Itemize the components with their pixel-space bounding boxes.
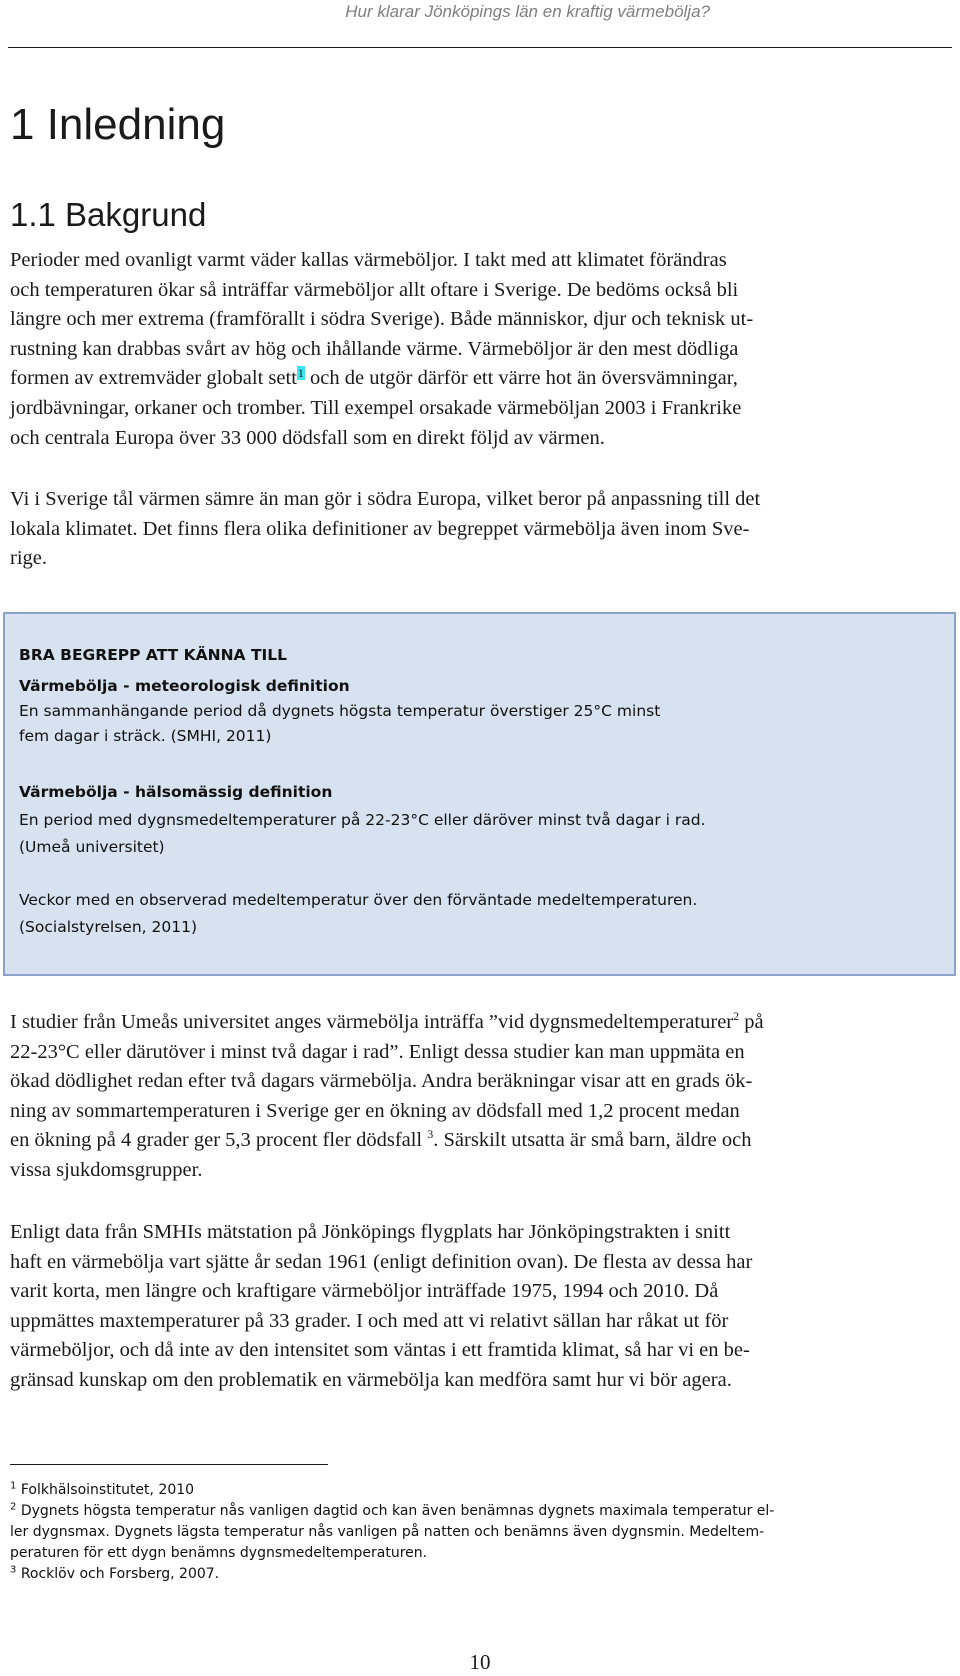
definition-text: (Umeå universitet) [19,838,165,856]
text-line: Enligt data från SMHIs mätstation på Jönköpings flygplats har Jönköpingstrakten i snitt [10,1221,731,1243]
text-fragment: och de utgör därför ett värre hot än översvämningar, [304,367,738,390]
text-line: gränsad kunskap om den problematik en värmebölja kan medföra samt hur vi bör agera. [10,1368,732,1391]
text-line [10,364,940,394]
text-line: ökad dödlighet redan efter två dagars värmebölja. Andra beräkningar visar att en grads ök- [10,1070,753,1093]
text-line: haft en värmebölja vart sjätte år sedan 1961 (enligt definition ovan). De flesta av dessa har [10,1250,753,1273]
definition-heading-meteorological: Värmebölja - meteorologisk definition [19,677,350,695]
text-line: jordbävningar, orkaner och tromber. Till exempel orsakade värmeböljan 2003 i Frankrike [10,396,742,419]
definition-text: (Socialstyrelsen, 2011) [19,918,197,936]
text-line: uppmättes maxtemperaturer på 33 grader. I och med att vi relativt sällan har råkat ut för [10,1309,729,1332]
footnote-number: 2 [10,1501,17,1513]
text-fragment: . Särskilt utsatta är små barn, äldre och [433,1129,752,1152]
footnote-1 [10,1480,950,1501]
definition-text: En sammanhängande period då dygnets högsta temperatur överstiger 25°C minst [19,702,661,720]
text-line: varit korta, men längre och kraftigare värmeböljor inträffade 1975, 1994 och 2010. Då [10,1280,719,1303]
page-number: 10 [469,1650,491,1674]
definition-text: En period med dygnsmedeltemperaturer på 22-23°C eller däröver minst två dagar i rad. [19,811,706,829]
footnote-number: 1 [10,1480,17,1492]
definitions-info-box [3,612,956,976]
text-line: och temperaturen ökar så inträffar värmeböljor allt oftare i Sverige. De bedöms också bli [10,278,739,301]
paragraph-background [10,246,940,453]
footnote-2-continued: ler dygnsmax. Dygnets lägsta temperatur nås vanligen på natten och benämns även dygnsmin. Medeltem- [10,1524,765,1540]
text-line: Perioder med ovanligt varmt väder kallas värmeböljor. I takt med att klimatet förändras [10,249,727,271]
text-line: och centrala Europa över 33 000 dödsfall som en direkt följd av värmen. [10,426,605,449]
paragraph-climate-adaptation [10,485,940,574]
text-line: ning av sommartemperaturen i Sverige ger en ökning av dödsfall med 1,2 procent medan [10,1099,740,1122]
header-rule [8,47,952,48]
paragraph-smhi-data [10,1218,940,1396]
page-header [0,0,960,60]
text-line: rustning kan drabbas svårt av hög och ihållande värme. Värmeböljor är den mest dödliga [10,337,739,360]
text-line [10,1008,940,1038]
text-line: rige. [10,547,47,570]
text-fragment: på [739,1011,764,1033]
text-line: vissa sjukdomsgrupper. [10,1158,203,1181]
definition-text: fem dagar i sträck. (SMHI, 2011) [19,727,272,745]
text-line: Vi i Sverige tål värmen sämre än man gör i södra Europa, vilket beror på anpassning till det [10,488,761,510]
text-fragment: I studier från Umeås universitet anges värmebölja inträffa ”vid dygnsmedeltemperaturer [10,1011,734,1033]
footnote-3 [10,1564,950,1585]
section-heading: 1.1 Bakgrund [10,196,207,233]
footnote-2 [10,1501,950,1522]
text-fragment: formen av extremväder globalt sett [10,367,297,390]
definition-text: Veckor med en observerad medeltemperatur över den förväntade medeltemperaturen. [19,891,698,909]
definition-heading-health: Värmebölja - hälsomässig definition [19,783,333,801]
text-line: 22-23°C eller därutöver i minst två dagar i rad”. Enligt dessa studier kan man uppmäta en [10,1040,745,1063]
footnote-text: Dygnets högsta temperatur nås vanligen dagtid och kan även benämnas dygnets maximala temperatur el- [16,1503,775,1519]
footnote-ref-3[interactable]: 3 [427,1127,434,1142]
text-line: värmeböljor, och då inte av den intensitet som väntas i ett framtida klimat, så har vi en be- [10,1339,750,1362]
footnote-number: 3 [10,1564,17,1576]
text-fragment: en ökning på 4 grader ger 5,3 procent fler dödsfall [10,1129,428,1152]
footnote-text: Rocklöv och Forsberg, 2007. [16,1566,220,1582]
footnote-2-continued: peraturen för ett dygn benämns dygnsmedeltemperaturen. [10,1545,428,1561]
running-header-title: Hur klarar Jönköpings län en kraftig värmebölja? [345,2,710,21]
footnote-ref-2[interactable]: 2 [733,1009,740,1024]
footnotes [10,1480,950,1585]
footnote-text: Folkhälsoinstitutet, 2010 [16,1482,195,1498]
info-box-title: BRA BEGREPP ATT KÄNNA TILL [19,646,288,664]
paragraph-umea-studies [10,1008,940,1186]
text-line [10,1126,940,1156]
text-line: längre och mer extrema (framförallt i södra Sverige). Både människor, djur och teknisk ut- [10,308,754,331]
footnote-ref-1[interactable]: 1 [297,365,304,380]
chapter-heading: 1 Inledning [10,100,226,149]
text-line: lokala klimatet. Det finns flera olika definitioner av begreppet värmebölja även inom Sve- [10,517,750,540]
footnote-separator [10,1464,328,1465]
